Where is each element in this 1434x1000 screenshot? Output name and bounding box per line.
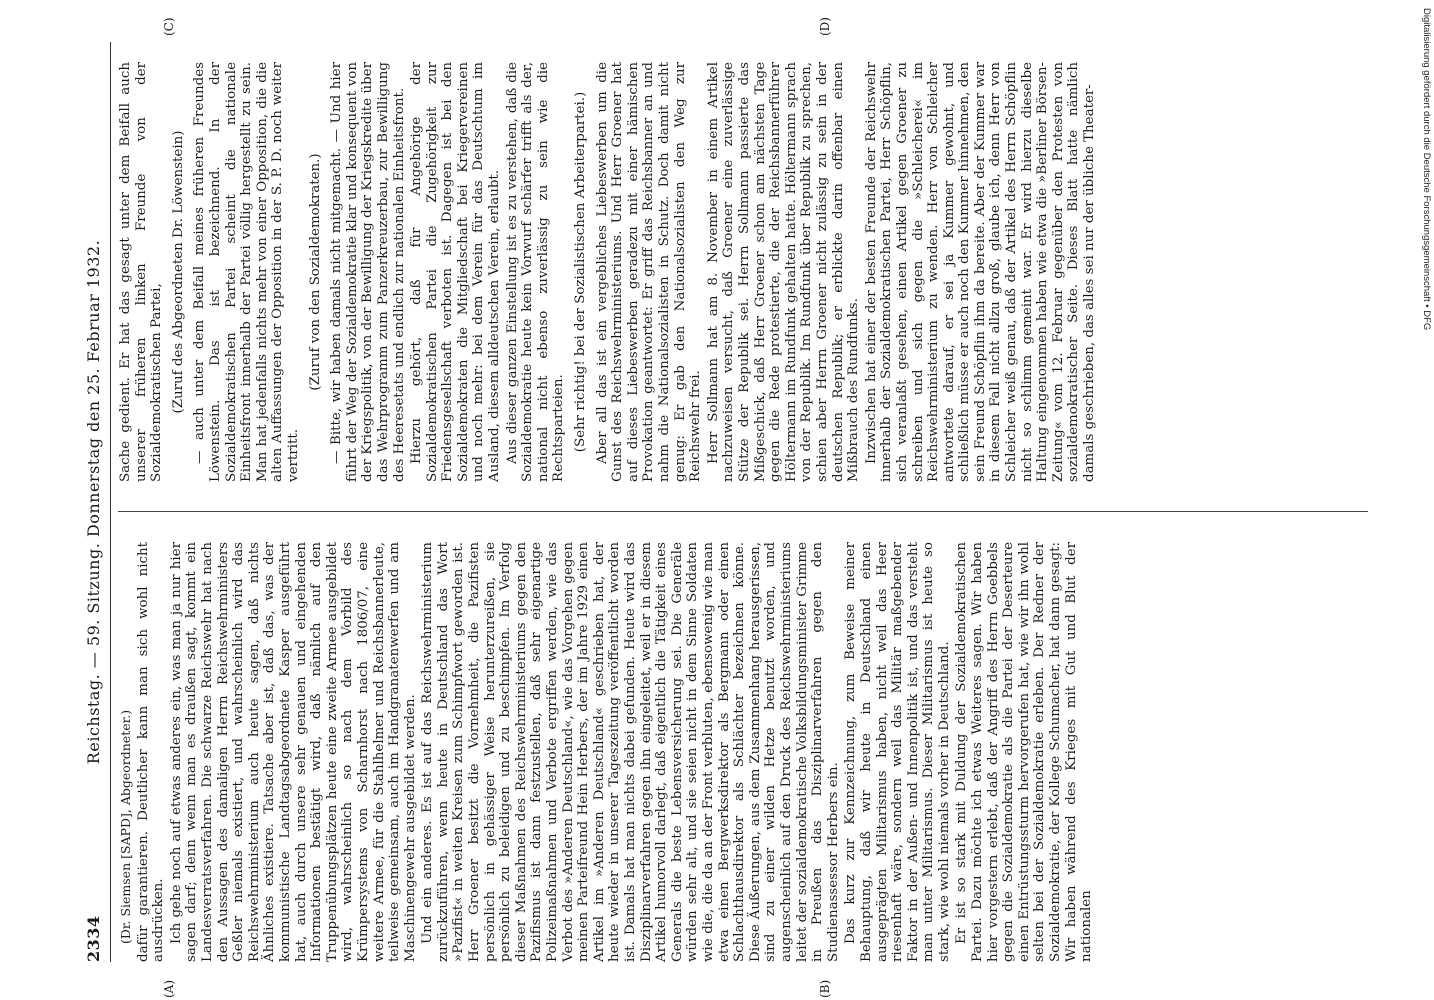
paragraph: Sache gedient. Er hat das gesagt unter dem Beifall auch unserer früheren linken Freunde von der Sozialdemokratischen Partei, [118, 62, 165, 482]
paragraph: Aus dieser ganzen Einstellung ist es zu verstehen, daß die Sozialdemokratie heute kein Vorwurf schärfer trifft als der, national nicht ebenso zuverlässig zu sein wie die Rechtsparteien. [504, 62, 567, 482]
paragraph: Aber all das ist ein vergebliches Liebeswerben um die Gunst des Reichswehrministeriums. Und Herr Groener hat auf dieses Liebeswerben geradezu mit einer hämischen Provokation geantwortet: Er griff das Reichsbanner an und nahm die Nationalsozialisten in Schutz. Doch damit nicht genug: Er gab den Nationalsozialisten den Weg zur Reichswehr frei. [594, 62, 704, 482]
header-rule [110, 42, 111, 962]
speaker-tag: (Dr. Siemsen [SAPD], Abgeordneter.) [118, 709, 133, 944]
running-head [78, 42, 112, 962]
page-number: 2334 [84, 915, 103, 962]
paragraph: — auch unter dem Beifall meines früheren Freundes Löwenstein. Das ist bezeichnend. In der Sozialdemokratischen Partei scheint die nationale Einheitsfront innerhalb der Partei völlig hergestellt zu sein. Man hat jedenfalls nichts mehr von einer Opposition, die die alten Auffassungen der Opposition in der S. P. D. noch weiter vertritt. [192, 62, 301, 482]
margin-mark-b: (B) [818, 979, 832, 998]
margin-mark-c: (C) [162, 17, 176, 36]
paragraph: Inzwischen hat einer der besten Freunde der Reichswehr innerhalb der Sozialdemokratischen Partei, Herr Schöpflin, sich veranlaßt gesehen, einen Artikel gegen Groener zu schreiben und sich gegen die »Schleicherei« im Reichswehrministerium zu wenden. Herr von Schleicher antwortete darauf, er sei ja Kummer gewohnt, und schließlich müsse er auch noch den Kummer hinnehmen, den sein Freund Schöpflin ihm da bereite. Aber der Kummer war in diesem Fall nicht allzu groß, glaube ich, denn Herr von Schleicher weiß genau, daß der Artikel des Herrn Schöpflin nicht so schlimm gemeint war. Er wird hierzu dieselbe Haltung eingenommen haben wie etwa die »Berliner Börsen-Zeitung« vom 12. Februar gegenüber den Protesten von sozialdemokratischer Seite. Dieses Blatt hatte nämlich damals geschrieben, das alles sei nur der übliche Theater- [863, 62, 1098, 482]
interjection: (Zuruf von den Sozialdemokraten.) [307, 153, 323, 391]
page-title: Reichstag. — 59. Sitzung. Donnerstag den 25. Februar 1932. [84, 239, 103, 765]
interjection: (Zuruf des Abgeordneten Dr. Löwenstein) [170, 130, 186, 414]
column-divider [118, 511, 1368, 512]
left-column [118, 542, 1368, 962]
paragraph: Er ist so stark mit Duldung der Sozialdemokratischen Partei. Dazu möchte ich etwas Weiteres sagen. Wir haben hier vorgestern erlebt, daß der Angriff des Herrn Goebbels gegen die Sozialdemokratie als die Partei der Deserteure einen Entrüstungssturm hervorgerufen hat, wie wir ihn wohl selten bei der Sozialdemokratie erleben. Der Redner der Sozialdemokratie, der Kollege Schumacher, hat dann gesagt: Wir haben während des Krieges mit Gut und Blut der nationalen [954, 542, 1095, 962]
paragraph: — Bitte, wir haben damals nicht mitgemacht. — Und hier führt der Weg der Sozialdemokratie klar und konsequent von der Kriegspolitik, von der Bewilligung der Kriegskredite über das Wehrprogramm zum Panzerkreuzerbau, zur Bewilligung des Heeresetats und endlich zur nationalen Einheitsfront. [329, 62, 407, 482]
paragraph: Das kurz zur Kennzeichnung, zum Beweise meiner Behauptung, daß wir heute in Deutschland einen ausgeprägten Militarismus haben, nicht weil das Heer riesenhaft wäre, sondern weil das Militär maßgebender Faktor in der Außen- und Innenpolitik ist, und das versteht man unter Militarismus. Dieser Militarismus ist heute so stark, wie wohl niemals vorher in Deutschland. [843, 542, 952, 962]
paragraph: Ich gehe noch auf etwas anderes ein, was man ja nur hier sagen darf; denn wenn man es draußen sagt, kommt ein Landesverratsverfahren. Die schwarze Reichswehr hat nach den Aussagen des damaligen Herrn Reichswehrministers Geßler niemals existiert, und wahrscheinlich wird das Reichswehrministerium auch heute sagen, daß nichts Ähnliches existiere. Tatsache aber ist, daß das, was der kommunistische Landtagsabgeordnete Kasper ausgeführt hat, auch durch unsere sehr genauen und eingehenden Informationen bestätigt wird, daß nämlich auf den Truppenübungsplätzen heute eine zweite Armee ausgebildet wird, wahrscheinlich so nach dem Vorbild des Krümpersystems von Scharnhorst nach 1806/07, eine weitere Armee, für die Stahlhelmer und Reichsbannerleute, teilweise gemeinsam, auch im Handgranatenwerfen und am Maschinengewehr ausgebildet werden. [168, 542, 418, 962]
paragraph: Und ein anderes. Es ist auf das Reichswehrministerium zurückzuführen, wenn heute in Deutschland das Wort »Pazifist« in weiten Kreisen zum Schimpfwort geworden ist. Herr Groener besitzt die Vornehmheit, die Pazifisten persönlich in gehässiger Weise herunterzureißen, sie persönlich zu beleidigen und zu beschimpfen. Im Verfolg dieser Maßnahmen des Reichswehrministeriums gegen den Pazifismus ist dann festzustellen, daß sehr eigenartige Polizeimaßnahmen und Verbote ergriffen werden, wie das Verbot des »Anderen Deutschland«, wie das Vorgehen gegen meinen Parteifreund Hein Herbers, der im Jahre 1929 einen Artikel im »Anderen Deutschland« geschrieben hat, der heute wieder in unserer Tageszeitung veröffentlicht worden ist. Damals hat man nichts dabei gefunden. Heute wird das Disziplinarverfahren gegen ihn eingeleitet, weil er in diesem Artikel humorvoll darlegt, daß eigentlich die Tätigkeit eines Generals die beste Lebensversicherung sei. Die Generäle würden sehr alt, und sie seien nicht in dem Sinne Soldaten wie die, die da an der Front verbluten, ebensowenig wie man etwa einen Bergwerksdirektor als Bergmann oder einen Schlachthausdirektor als Schlächter bezeichnen könne. Diese Äußerungen, aus dem Zusammenhang herausgerissen, sind zu einer wilden Hetze benutzt worden, und augenscheinlich auf den Druck des Reichswehrministeriums leitet der sozialdemokratische Volksbildungsminister Grimme in Preußen das Disziplinarverfahren gegen den Studienassessor Herbers ein. [420, 542, 841, 962]
margin-mark-a: (A) [162, 979, 176, 998]
credit-text: Digitalisierung gefördert durch die Deutsche Forschungsgemeinschaft • DFG [1421, 8, 1432, 331]
right-column [118, 62, 1368, 482]
paragraph: Hierzu gehört, daß für Angehörige der Sozialdemokratischen Partei die Zugehörigkeit zur Friedensgesellschaft verboten ist. Dagegen ist bei den Sozialdemokraten die Mitgliedschaft bei Kriegervereinen und noch mehr: bei dem Verein für das Deutschtum im Ausland, diesem alldeutschen Verein, erlaubt. [409, 62, 503, 482]
paragraph: Herr Sollmann hat am 8. November in einem Artikel nachzuweisen versucht, daß Groener eine zuverlässige Stütze der Republik sei. Herrn Sollmann passierte das Mißgeschick, daß Herr Groener schon am nächsten Tage gegen die Rede protestierte, die der Reichsbannerführer Höltermann im Rundfunk gehalten hatte. Höltermann sprach von der Republik. Im Rundfunk über Republik zu sprechen, schien aber Herrn Groener nicht zulässig zu sein in der deutschen Republik; er erblickte darin offenbar einen Mißbrauch des Rundfunks. [705, 62, 862, 482]
margin-mark-d: (D) [818, 17, 832, 36]
rotated-page [78, 17, 1378, 998]
digitization-credit [1420, 8, 1432, 992]
interjection: (Sehr richtig! bei der Sozialistischen Arbeiterpartei.) [573, 91, 589, 453]
paragraph: dafür garantieren. Deutlicher kann man sich wohl nicht ausdrücken. [135, 542, 167, 962]
